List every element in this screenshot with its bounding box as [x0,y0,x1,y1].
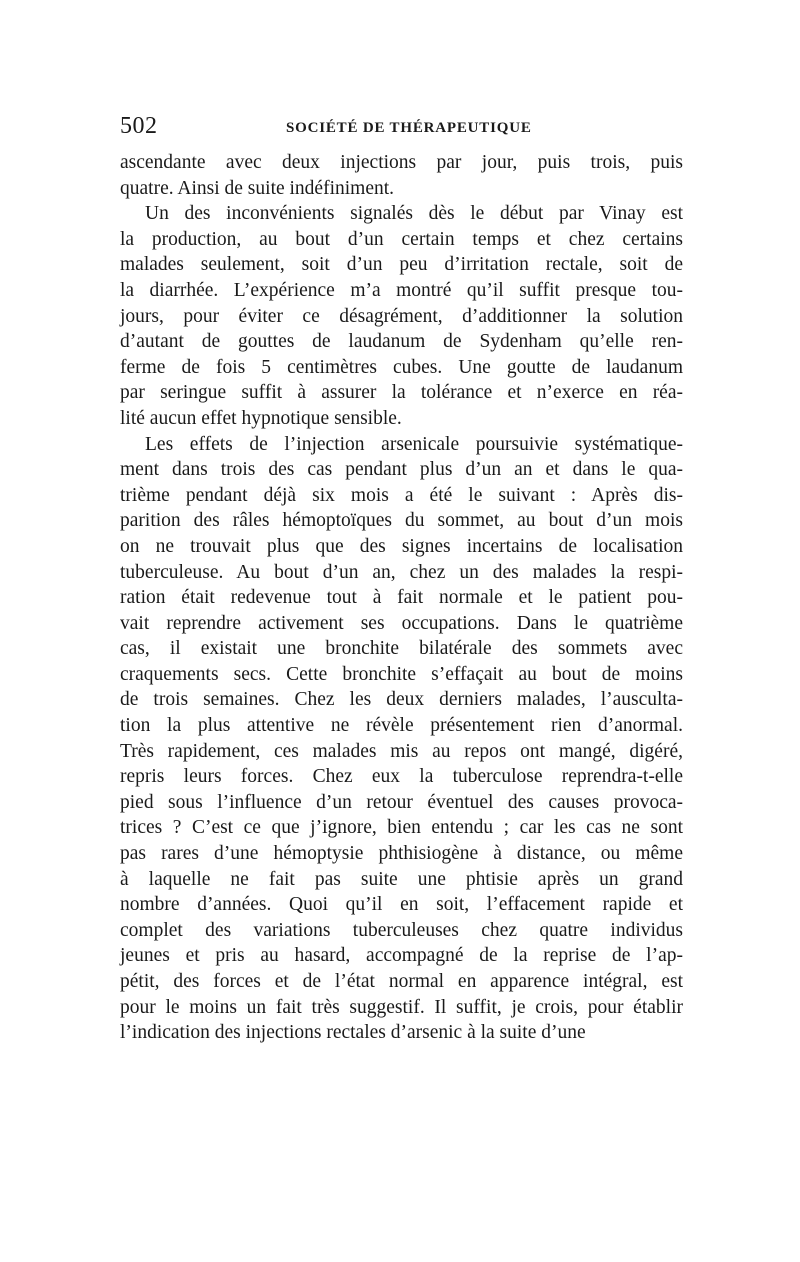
paragraph [120,201,683,431]
text-line: ascendante avec deux injections par jour, puis trois, puis [120,152,683,173]
text-line: Très rapidement, ces malades mis au repos ont mangé, digéré, [120,740,683,762]
text-line: on ne trouvait plus que des signes incertains de localisation [120,535,683,557]
body-text [120,150,683,1046]
paragraph [120,432,683,1046]
text-line: d’autant de gouttes de laudanum de Sydenham qu’elle ren- [120,331,683,353]
text-line: jeunes et pris au hasard, accompagné de la reprise de l’ap- [120,945,683,967]
text-line: la production, au bout d’un certain temps et chez certains [120,228,683,250]
text-line: par seringue suffit à assurer la tolérance et n’exerce en réa- [120,382,683,404]
text-line: vait reprendre activement ses occupations. Dans le quatrième [120,612,683,634]
text-line: trices ? C’est ce que j’ignore, bien entendu ; car les cas ne sont [120,817,683,839]
text-line: jours, pour éviter ce désagrément, d’additionner la solution [120,305,683,327]
text-line: repris leurs forces. Chez eux la tuberculose reprendra-t-elle [120,766,683,788]
running-head: SOCIÉTÉ DE THÉRAPEUTIQUE [286,120,532,136]
text-line: pétit, des forces et de l’état normal en apparence intégral, est [120,971,683,992]
text-line: tion la plus attentive ne révèle présentement rien d’anormal. [120,715,683,737]
text-line: pour le moins un fait très suggestif. Il suffit, je crois, pour établir [120,996,683,1018]
text-line: Les effets de l’injection arsenicale poursuivie systématique- [145,433,683,455]
page-number: 502 [120,113,158,139]
text-line: quatre. Ainsi de suite indéfiniment. [120,177,395,199]
text-line: pied sous l’influence d’un retour éventuel des causes provoca- [120,791,683,813]
text-line: ment dans trois des cas pendant plus d’un an et dans le qua- [120,459,683,481]
text-line: ferme de fois 5 centimètres cubes. Une goutte de laudanum [120,356,683,378]
text-line: trième pendant déjà six mois a été le suivant : Après dis- [120,484,683,506]
text-line: à laquelle ne fait pas suite une phtisie après un grand [120,868,683,890]
paragraph [120,150,683,201]
text-line: cas, il existait une bronchite bilatérale des sommets avec [120,638,683,660]
text-line: pas rares d’une hémoptysie phthisiogène à distance, ou même [120,843,683,865]
text-line: ration était redevenue tout à fait normale et le patient pou- [120,587,683,609]
text-line: de trois semaines. Chez les deux derniers malades, l’ausculta- [120,689,683,711]
text-line: parition des râles hémoptoïques du sommet, au bout d’un mois [120,510,683,532]
text-line: lité aucun effet hypnotique sensible. [120,407,402,429]
page-header [120,110,680,142]
text-line: tuberculeuse. Au bout d’un an, chez un des malades la respi- [120,561,683,583]
text-line: nombre d’années. Quoi qu’il en soit, l’effacement rapide et [120,894,683,916]
text-line: craquements secs. Cette bronchite s’effaçait au bout de moins [120,663,683,685]
text-line: Un des inconvénients signalés dès le début par Vinay est [145,203,683,225]
text-line: l’indication des injections rectales d’arsenic à la suite d’une [120,1022,586,1044]
text-line: malades seulement, soit d’un peu d’irritation rectale, soit de [120,254,683,276]
text-line: complet des variations tuberculeuses chez quatre individus [120,919,683,941]
text-line: la diarrhée. L’expérience m’a montré qu’il suffit presque tou- [120,279,683,301]
